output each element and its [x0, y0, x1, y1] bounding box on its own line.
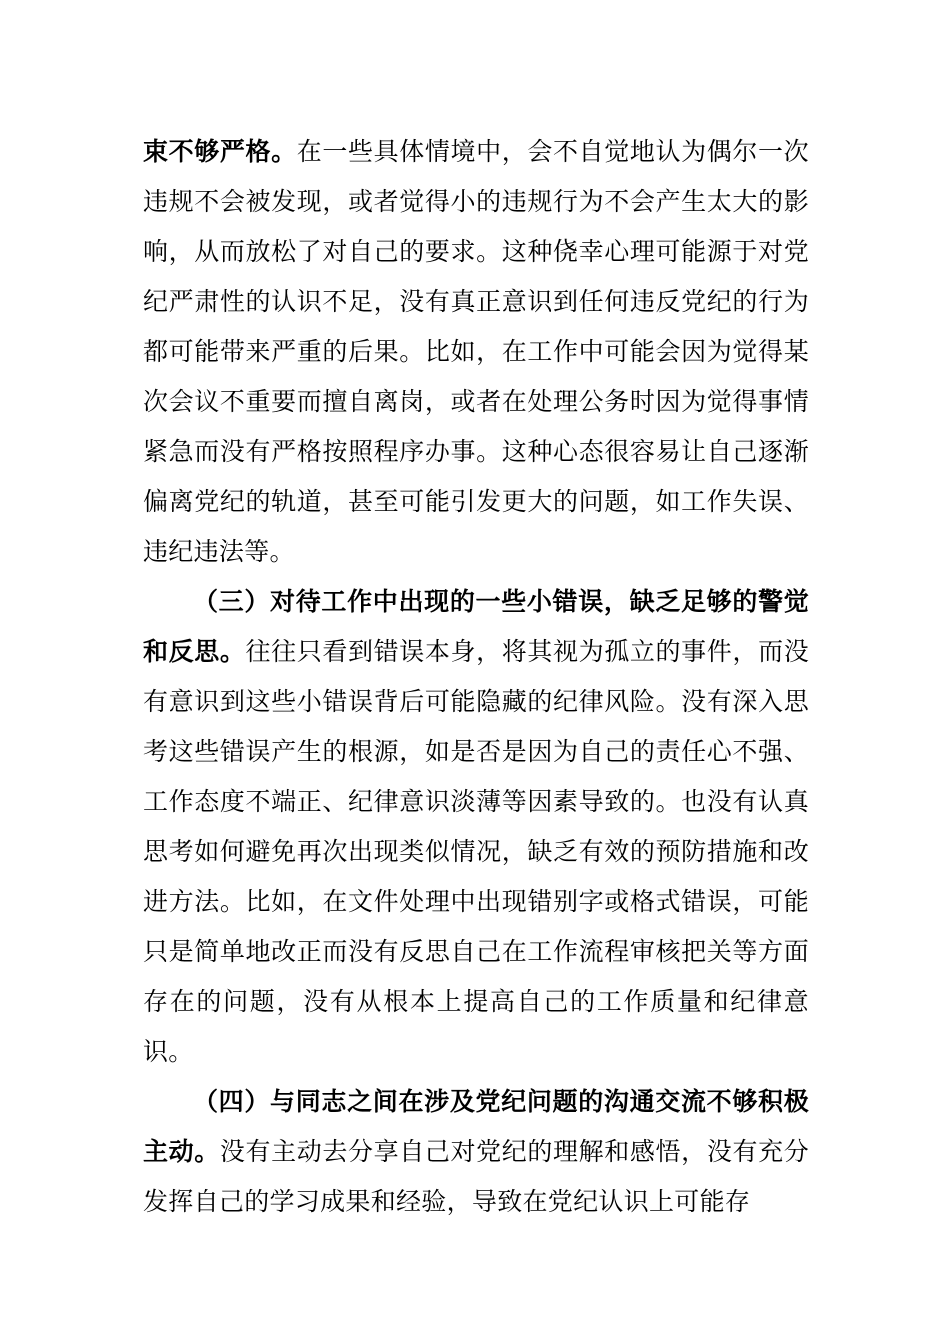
paragraph-section-3: [143, 577, 809, 1077]
section-heading-3: （三）对待工作中出现的一些小错误，缺乏足够的警觉和反思。: [143, 587, 809, 666]
paragraph-body-text: 往往只看到错误本身，将其视为孤立的事件，而没有意识到这些小错误背后可能隐藏的纪律风险。没有深入思考这些错误产生的根源，如是否是因为自己的责任心不强、工作态度不端正、纪律意识淡薄等因素导致的。也没有认真思考如何避免再次出现类似情况，缺乏有效的预防措施和改进方法。比如，在文件处理中出现错别字或格式错误，可能只是简单地改正而没有反思自己在工作流程审核把关等方面存在的问题，没有从根本上提高自己的工作质量和纪律意识。: [143, 637, 809, 1066]
document-body: [143, 127, 809, 1227]
paragraph-lead-text: 束不够严格。: [143, 137, 297, 166]
paragraph-continuation: [143, 127, 809, 577]
paragraph-body-text: 没有主动去分享自己对党纪的理解和感悟，没有充分发挥自己的学习成果和经验，导致在党纪认识上可能存: [143, 1137, 809, 1216]
section-heading-4: （四）与同志之间在涉及党纪问题的沟通交流不够积极主动。: [143, 1087, 809, 1166]
paragraph-body-text: 在一些具体情境中，会不自觉地认为偶尔一次违规不会被发现，或者觉得小的违规行为不会产生太大的影响，从而放松了对自己的要求。这种侥幸心理可能源于对党纪严肃性的认识不足，没有真正意识到任何违反党纪的行为都可能带来严重的后果。比如，在工作中可能会因为觉得某次会议不重要而擅自离岗，或者在处理公务时因为觉得事情紧急而没有严格按照程序办事。这种心态很容易让自己逐渐偏离党纪的轨道，甚至可能引发更大的问题，如工作失误、违纪违法等。: [143, 137, 809, 566]
paragraph-section-4: [143, 1077, 809, 1227]
